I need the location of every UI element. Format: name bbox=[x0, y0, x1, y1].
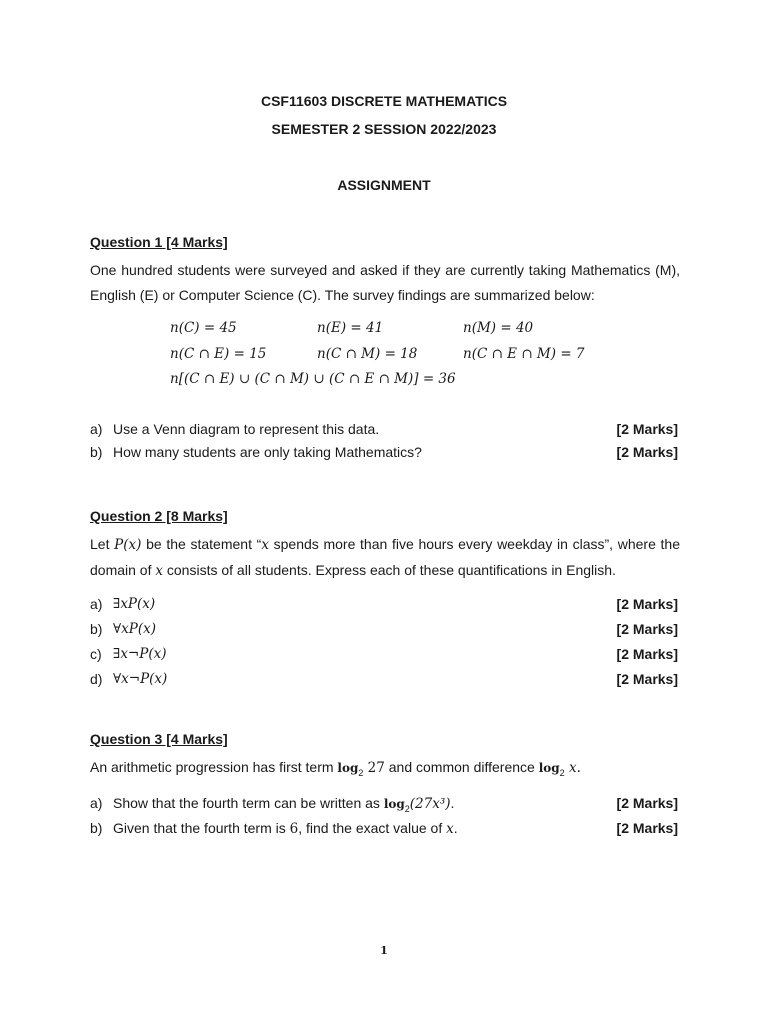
question-2b bbox=[90, 621, 678, 641]
assignment-title: ASSIGNMENT bbox=[337, 177, 431, 193]
text-run: , find the exact value of bbox=[298, 820, 447, 836]
question-1-intro: One hundred students were surveyed and asked if they are currently taking Mathematics (M), English (E) or Computer Science (C). The survey findings are summarized below: bbox=[90, 262, 680, 303]
item-expression: ∃x¬P(x) bbox=[113, 646, 167, 662]
marks-label: [2 Marks] bbox=[616, 596, 678, 612]
log-base: 2 bbox=[358, 767, 364, 778]
math-run: P(x) bbox=[114, 537, 142, 553]
text-run: Given that the fourth term is bbox=[113, 820, 290, 836]
math-run: x bbox=[155, 563, 163, 579]
question-1-heading: Question 1 [4 Marks] bbox=[90, 234, 228, 250]
question-3a bbox=[90, 795, 678, 815]
text-run: be the statement “ bbox=[141, 536, 262, 552]
item-text: Use a Venn diagram to represent this data. bbox=[113, 421, 380, 437]
item-expression: ∀x¬P(x) bbox=[113, 671, 168, 687]
marks-label: [2 Marks] bbox=[616, 820, 678, 836]
equation-n-e: n(E) = 41 bbox=[317, 320, 384, 336]
math-run: x bbox=[564, 760, 577, 776]
math-run: 27 bbox=[363, 760, 385, 776]
marks-label: [2 Marks] bbox=[616, 795, 678, 811]
question-2d bbox=[90, 671, 678, 691]
text-run: . bbox=[453, 820, 458, 836]
course-title: CSF11603 DISCRETE MATHEMATICS bbox=[260, 93, 508, 109]
text-run: and common difference bbox=[384, 759, 539, 775]
item-label: a) bbox=[90, 421, 103, 437]
question-1b bbox=[90, 444, 678, 464]
equation-n-m: n(M) = 40 bbox=[463, 320, 534, 336]
item-label: a) bbox=[90, 795, 103, 811]
equation-n-c-m: n(C ∩ M) = 18 bbox=[317, 346, 418, 362]
item-label: d) bbox=[90, 671, 103, 687]
question-2c bbox=[90, 646, 678, 666]
equation-n-c-e-m: n(C ∩ E ∩ M) = 7 bbox=[463, 346, 585, 362]
question-2a bbox=[90, 596, 678, 616]
marks-label: [2 Marks] bbox=[616, 671, 678, 687]
equation-n-c: n(C) = 45 bbox=[170, 320, 237, 336]
question-2-heading: Question 2 [8 Marks] bbox=[90, 508, 228, 524]
math-run: x bbox=[446, 821, 454, 837]
question-1a bbox=[90, 421, 678, 441]
log-base: 2 bbox=[404, 803, 410, 814]
item-label: b) bbox=[90, 820, 103, 836]
question-3b bbox=[90, 820, 678, 840]
item-expression: ∀xP(x) bbox=[113, 621, 156, 637]
question-3-heading: Question 3 [4 Marks] bbox=[90, 731, 228, 747]
marks-label: [2 Marks] bbox=[616, 621, 678, 637]
text-run: . bbox=[576, 760, 581, 776]
equation-union: n[(C ∩ E) ∪ (C ∩ M) ∪ (C ∩ E ∩ M)] = 36 bbox=[170, 371, 456, 387]
equation-n-c-e: n(C ∩ E) = 15 bbox=[170, 346, 267, 362]
page-number: 1 bbox=[380, 944, 388, 957]
question-3-intro bbox=[90, 755, 680, 786]
text-run: An arithmetic progression has first term bbox=[90, 759, 338, 775]
text-run: Let bbox=[90, 536, 115, 552]
math-run: (27x³) bbox=[409, 796, 451, 812]
item-label: b) bbox=[90, 444, 103, 460]
item-label: c) bbox=[90, 646, 102, 662]
item-text bbox=[113, 820, 458, 837]
math-run: 6 bbox=[289, 821, 299, 837]
question-2-intro bbox=[90, 532, 680, 584]
marks-label: [2 Marks] bbox=[616, 646, 678, 662]
item-text bbox=[113, 795, 454, 814]
text-run: . bbox=[450, 795, 455, 811]
text-run: Show that the fourth term can be written as bbox=[113, 795, 384, 811]
marks-label: [2 Marks] bbox=[616, 421, 678, 437]
math-run: x bbox=[261, 537, 269, 553]
log-operator: log bbox=[538, 761, 560, 775]
item-expression: ∃xP(x) bbox=[113, 596, 156, 612]
session-title: SEMESTER 2 SESSION 2022/2023 bbox=[271, 121, 497, 137]
item-text: How many students are only taking Mathematics? bbox=[113, 444, 422, 460]
log-operator: log bbox=[337, 761, 359, 775]
text-run: consists of all students. Express each of these quantifications in English. bbox=[163, 562, 616, 578]
log-base: 2 bbox=[559, 767, 565, 778]
log-operator: log bbox=[383, 797, 405, 811]
item-label: a) bbox=[90, 596, 103, 612]
marks-label: [2 Marks] bbox=[616, 444, 678, 460]
text-run: spends more than five hours every weekday in class”, where the domain of bbox=[90, 536, 681, 578]
item-label: b) bbox=[90, 621, 103, 637]
